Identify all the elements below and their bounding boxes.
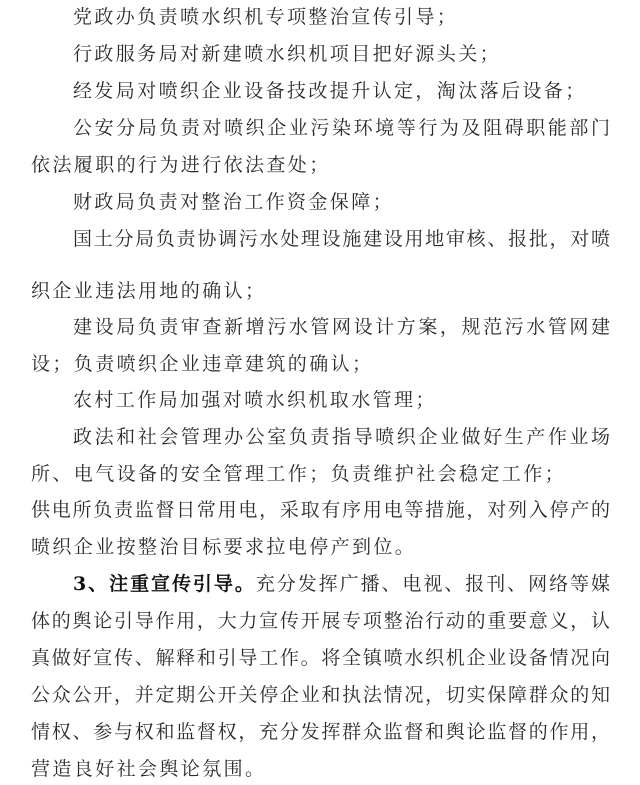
text-line: 所、电气设备的安全管理工作；负责维护社会稳定工作； (31, 463, 567, 485)
text-line: 真做好宣传、解释和引导工作。将全镇喷水织机企业设备情况向 (31, 647, 610, 669)
text-line: 财政局负责对整治工作资金保障； (73, 191, 395, 213)
text-line: 农村工作局加强对喷水织机取水管理； (73, 389, 437, 411)
text-line: 织企业违法用地的确认； (31, 280, 267, 302)
text-line: 党政办负责喷水织机专项整治宣传引导； (73, 6, 459, 28)
text-line: 喷织企业按整治目标要求拉电停产到位。 (31, 536, 417, 558)
text-line: 建设局负责审查新增污水管网设计方案，规范污水管网建 (73, 316, 610, 338)
text-line: 行政服务局对新建喷水织机项目把好源头关； (73, 43, 502, 65)
text-line: 国土分局负责协调污水处理设施建设用地审核、报批，对喷 (73, 228, 610, 250)
text-line: 公安分局负责对喷织企业污染环境等行为及阻碍职能部门 (73, 117, 610, 139)
text-line: 政法和社会管理办公室负责指导喷织企业做好生产作业场 (73, 426, 610, 448)
section-3-first-line (73, 571, 610, 597)
text-line: 依法履职的行为进行依法查处； (31, 154, 331, 176)
text-line: 设；负责喷织企业违章建筑的确认； (31, 353, 374, 375)
text-line: 情权、参与权和监督权，充分发挥群众监督和舆论监督的作用， (31, 721, 610, 743)
text-line: 供电所负责监督日常用电，采取有序用电等措施，对列入停产的 (31, 499, 610, 521)
text-span: 充分发挥广播、电视、报刊、网络等媒 (255, 573, 610, 595)
text-line: 体的舆论引导作用，大力宣传开展专项整治行动的重要意义，认 (31, 610, 610, 632)
section-heading: 3、注重宣传引导。 (73, 573, 256, 595)
text-line: 公众公开，并定期公开关停企业和执法情况，切实保障群众的知 (31, 684, 610, 706)
text-line: 经发局对喷织企业设备技改提升认定，淘汰落后设备； (73, 80, 587, 102)
text-line: 营造良好社会舆论氛围。 (31, 758, 267, 780)
